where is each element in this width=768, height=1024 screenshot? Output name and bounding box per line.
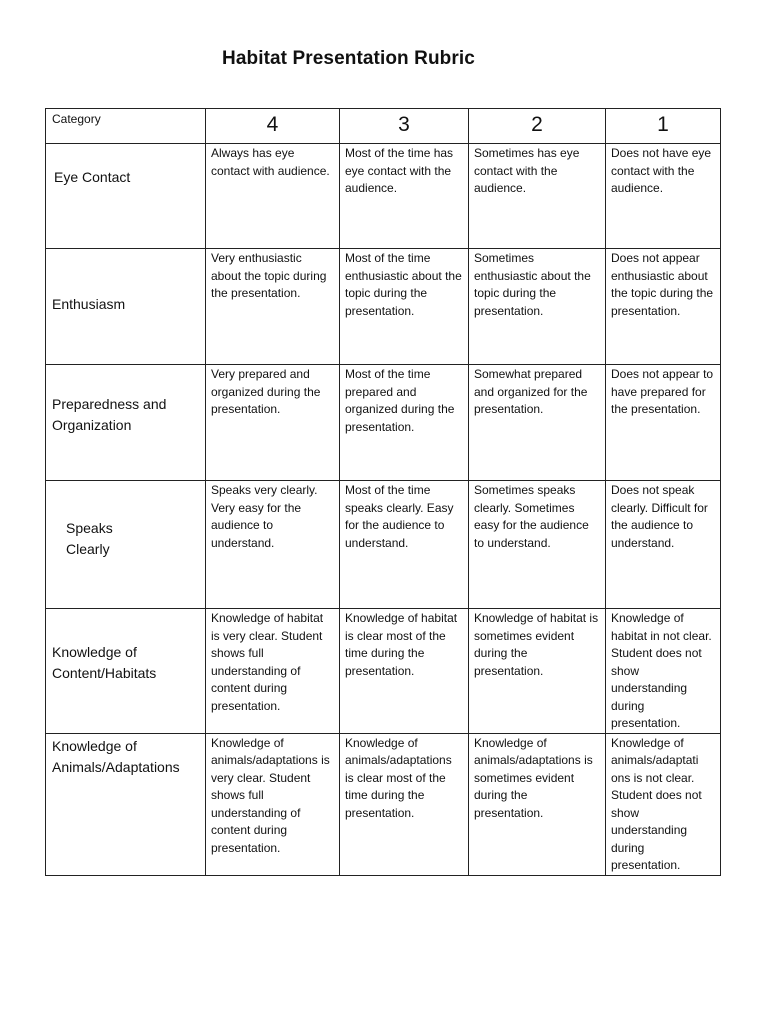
header-score-1: 1 [606,109,721,144]
table-cell: Sometimes speaks clearly. Sometimes easy for the audience to understand. [469,481,606,609]
category-label: Preparedness and Organization [52,396,167,433]
table-cell: Knowledge of habitat in not clear. Student does not show understanding during presentation. [606,609,721,734]
table-cell: Does not appear enthusiastic about the topic during the presentation. [606,249,721,365]
table-cell: Knowledge of animals/adaptati ons is not clear. Student does not show understanding during presentation. [606,733,721,875]
table-row [46,609,721,734]
table-cell: Does not speak clearly. Difficult for the audience to understand. [606,481,721,609]
table-row [46,481,721,609]
category-label: Speaks Clearly [66,520,113,557]
table-cell: Speaks very clearly. Very easy for the audience to understand. [206,481,340,609]
table-cell: Knowledge of habitat is clear most of the time during the presentation. [340,609,469,734]
category-label: Eye Contact [54,168,131,185]
table-cell: Knowledge of animals/adaptations is sometimes evident during the presentation. [469,733,606,875]
table-cell: Very prepared and organized during the presentation. [206,365,340,481]
table-cell: Sometimes has eye contact with the audience. [469,144,606,249]
rubric-table [45,108,721,876]
table-header-row [46,109,721,144]
table-cell: Very enthusiastic about the topic during the presentation. [206,249,340,365]
table-cell: Most of the time speaks clearly. Easy for the audience to understand. [340,481,469,609]
row-category-preparedness [46,365,206,481]
table-cell: Always has eye contact with audience. [206,144,340,249]
row-category-enthusiasm [46,249,206,365]
table-cell: Knowledge of animals/adaptations is very clear. Student shows full understanding of content during presentation. [206,733,340,875]
header-score-2: 2 [469,109,606,144]
table-cell: Most of the time enthusiastic about the topic during the presentation. [340,249,469,365]
table-cell: Does not appear to have prepared for the presentation. [606,365,721,481]
row-category-knowledge-animals [46,733,206,875]
table-row [46,733,721,875]
table-cell: Knowledge of habitat is very clear. Student shows full understanding of content during presentation. [206,609,340,734]
row-category-knowledge-content [46,609,206,734]
table-row [46,249,721,365]
row-category-eye-contact [46,144,206,249]
category-label: Knowledge of Animals/Adaptations [52,737,180,775]
table-row [46,144,721,249]
table-cell: Most of the time has eye contact with the audience. [340,144,469,249]
table-cell: Somewhat prepared and organized for the presentation. [469,365,606,481]
table-cell: Knowledge of animals/adaptations is clear most of the time during the presentation. [340,733,469,875]
table-cell: Sometimes enthusiastic about the topic during the presentation. [469,249,606,365]
header-score-4: 4 [206,109,340,144]
category-label: Knowledge of Content/Habitats [52,644,157,682]
category-label: Enthusiasm [52,295,126,312]
table-row [46,365,721,481]
row-category-speaks-clearly [46,481,206,609]
table-cell: Does not have eye contact with the audience. [606,144,721,249]
document-title: Habitat Presentation Rubric [222,48,475,69]
header-score-3: 3 [340,109,469,144]
table-cell: Most of the time prepared and organized during the presentation. [340,365,469,481]
header-category: Category [46,109,206,144]
table-cell: Knowledge of habitat is sometimes evident during the presentation. [469,609,606,734]
